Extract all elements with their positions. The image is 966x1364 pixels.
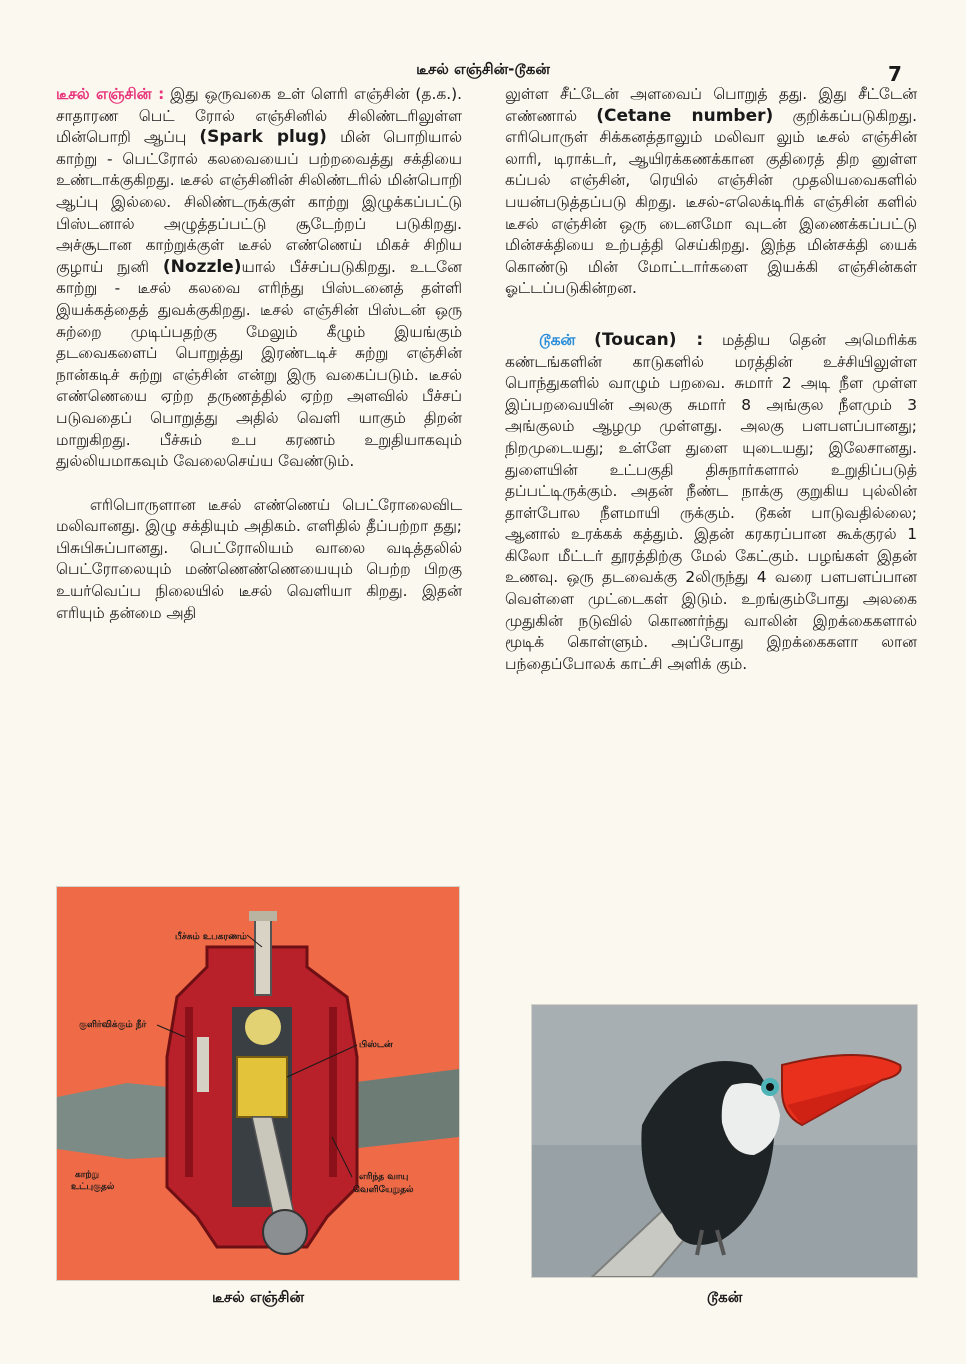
cetane-number-term: (Cetane number) — [596, 105, 774, 126]
label-injector: பீச்சும் உபகரணம் — [175, 932, 247, 942]
combustion-flash — [245, 1009, 281, 1045]
injector-cap — [249, 911, 277, 921]
toucan-latin-term: (Toucan) : — [594, 329, 704, 350]
toucan-text: மத்திய தென் அமெரிக்க கண்டங்களின் காடுகளில் மரத்தின் உச்சியிலுள்ள பொந்துகளில் வாழும் பறவை. சுமார் 2 அடி நீள முள்ள இப்பறவையின் அலகு சுமார் 8 அங்குல நீளமும் 3 அங்குலம் ஆழமு முள்ளது. அலகு பளபளப்பானது; நிறமுடையது; உள்ளே துளை யுடையது; இலேசானது. துளையின் உட்பகுதி திசுநார்களால் உறுதிப்படுத் தப்பட்டிருக்கும். அதன் நீண்ட நாக்கு குறுகிய புல்லின் தாள்போல நீளமாயி ருக்கும். டூகன் பாடுவதில்லை; ஆனால் உரக்கக் கத்தும். இதன் கரகரப்பான கூக்குரல் 1 கிலோ மீட்டர் தூரத்திற்கு மேல் கேட்கும். பழங்கள் இதன் உணவு. ஒரு தடவைக்கு 2லிருந்து 4 வரை பளபளப்பான வெள்ளை முட்டைகள் இடும். உறங்கும்போது அலகை முதுகின் நடுவில் கொணர்ந்து வாலின் இறக்கைகளால் மூடிக் கொள்ளும். அப்போது இறக்கைகளா லான பந்தைப்போலக் காட்சி அளிக் கும். — [505, 330, 917, 673]
right-column — [505, 84, 917, 697]
air-intake-pipe — [57, 1083, 167, 1159]
diesel-engine-illustration — [57, 887, 459, 1280]
toucan-heading: டூகன் — [538, 330, 576, 349]
fuel-paragraph: எரிபொருளான டீசல் எண்ணெய் பெட்ரோலைவிட மலிவானது. இழு சக்தியும் அதிகம். எளிதில் தீப்பற்றா தது; பிசுபிசுப்பானது. பெட்ரோலியம் வாலை வடித்தலில் பெட்ரோலையும் மண்ணெண்ணெயையும் பெற்ற பிறகு உயர்வெப்ப நிலையில் டீசல் வெளியா கிறது. இதன் எரியும் தன்மை அதி — [56, 495, 462, 622]
coolant-jacket-left — [185, 1007, 193, 1177]
running-head: டீசல் எஞ்சின்-டூகன் — [416, 60, 550, 78]
label-exhaust-2: வெளியேறுதல் — [353, 1185, 414, 1195]
toucan-caption: டூகன் — [706, 1288, 743, 1306]
cetane-text-b: குறிக்கப்படுகிறது. எரிபொருள் சிக்கனத்தாலும் மலிவா லும் டீசல் எஞ்சின் லாரி, டிராக்டர், ஆயிரக்கணக்கான குதிரைத் திற னுள்ள கப்பல் எஞ்சின், ரெயில் எஞ்சின் முதலியவைகளில் பயன்படுத்தப்படு கிறது. டீசல்-எலெக்டிரிக் எஞ்சின் களில் டீசல் எஞ்சின் ஒரு டைனமோ வுடன் இணைக்கப்பட்டு மின்சக்தியை உற்பத்தி செய்கிறது. இந்த மின்சக்தி யைக் கொண்டு மின் மோட்டார்களை இயக்கி எஞ்சின்கள் ஓட்டப்படுகின்றன. — [505, 106, 917, 298]
valve — [197, 1037, 209, 1092]
diesel-text-c: யால் பீச்சப்படுகிறது. உடனே காற்று - டீசல் கலவை எரிந்து பிஸ்டனைத் தள்ளி இயக்கத்தைத் துவக்குகிறது. டீசல் எஞ்சின் பிஸ்டன் ஒரு சுற்றை முடிப்பதற்கு மேலும் கீழும் இயங்கும் தடவைகளைப் பொறுத்து இரண்டடிச் சுற்று எஞ்சின் நான்கடிச் சுற்று எஞ்சின் என்று இரு வகைப்படும். டீசல் எண்ணெயை ஏற்ற தருணத்தில் ஏற்ற அளவில் பீச்சப் படுவதைப் பொறுத்து அதில் வெளி யாகும் திறன் மாறுகிறது. பீச்சும் உப கரணம் உறுதியாகவும் துல்லியமாகவும் வேலைசெய்ய வேண்டும். — [56, 257, 462, 471]
injector — [255, 915, 271, 995]
diesel-engine-heading: டீசல் எஞ்சின் : — [56, 85, 165, 103]
diesel-engine-paragraph — [56, 84, 462, 473]
nozzle-term: (Nozzle) — [162, 256, 242, 277]
diesel-text-b: மின் பொறியால் காற்று - பெட்ரோல் கலவையைப் பற்றவைத்து சக்தியை உண்டாக்குகிறது. டீசல் எஞ்சினின் சிலிண்டரில் மின்பொறி ஆப்பு இல்லை. சிலிண்டருக்குள் காற்று இழுக்கப்பட்டு பிஸ்டனால் அழுத்தப்பட்டு சூடேற்றப் படுகிறது. அச்சூடான காற்றுக்குள் டீசல் எண்ணெய் மிகச் சிறிய குழாய் நுனி — [56, 128, 462, 276]
piston — [237, 1057, 287, 1117]
cetane-text-a: லுள்ள சீட்டேன் அளவைப் பொறுத் தது. இது சீட்டேன் எண்ணால் — [505, 85, 917, 125]
toucan-paragraph — [505, 330, 917, 676]
page-number: 7 — [888, 62, 902, 86]
label-air-in-2: உட்புகுதல் — [71, 1182, 115, 1192]
crankshaft — [263, 1210, 307, 1254]
spark-plug-term: (Spark plug) — [199, 127, 327, 148]
cetane-paragraph — [505, 84, 917, 300]
label-exhaust-1: எரிந்த வாயு — [359, 1172, 409, 1182]
coolant-jacket-right — [329, 1007, 337, 1177]
label-piston: பிஸ்டன் — [359, 1040, 393, 1050]
exhaust-pipe — [349, 1069, 459, 1149]
toucan-figure — [532, 1005, 917, 1277]
label-coolant: குளிர்விக்கும் நீர் — [79, 1020, 147, 1030]
left-column — [56, 84, 462, 646]
engine-caption: டீசல் எஞ்சின் — [211, 1288, 305, 1306]
diesel-text-a: இது ஒருவகை உள் ளெரி எஞ்சின் (த.க.). சாதாரண பெட் ரோல் எஞ்சினில் சிலிண்டரிலுள்ள மின்பொறி ஆப்பு — [56, 85, 462, 147]
diesel-engine-figure — [57, 887, 459, 1280]
label-air-in-1: காற்று — [75, 1170, 100, 1180]
toucan-photo — [532, 1005, 917, 1277]
